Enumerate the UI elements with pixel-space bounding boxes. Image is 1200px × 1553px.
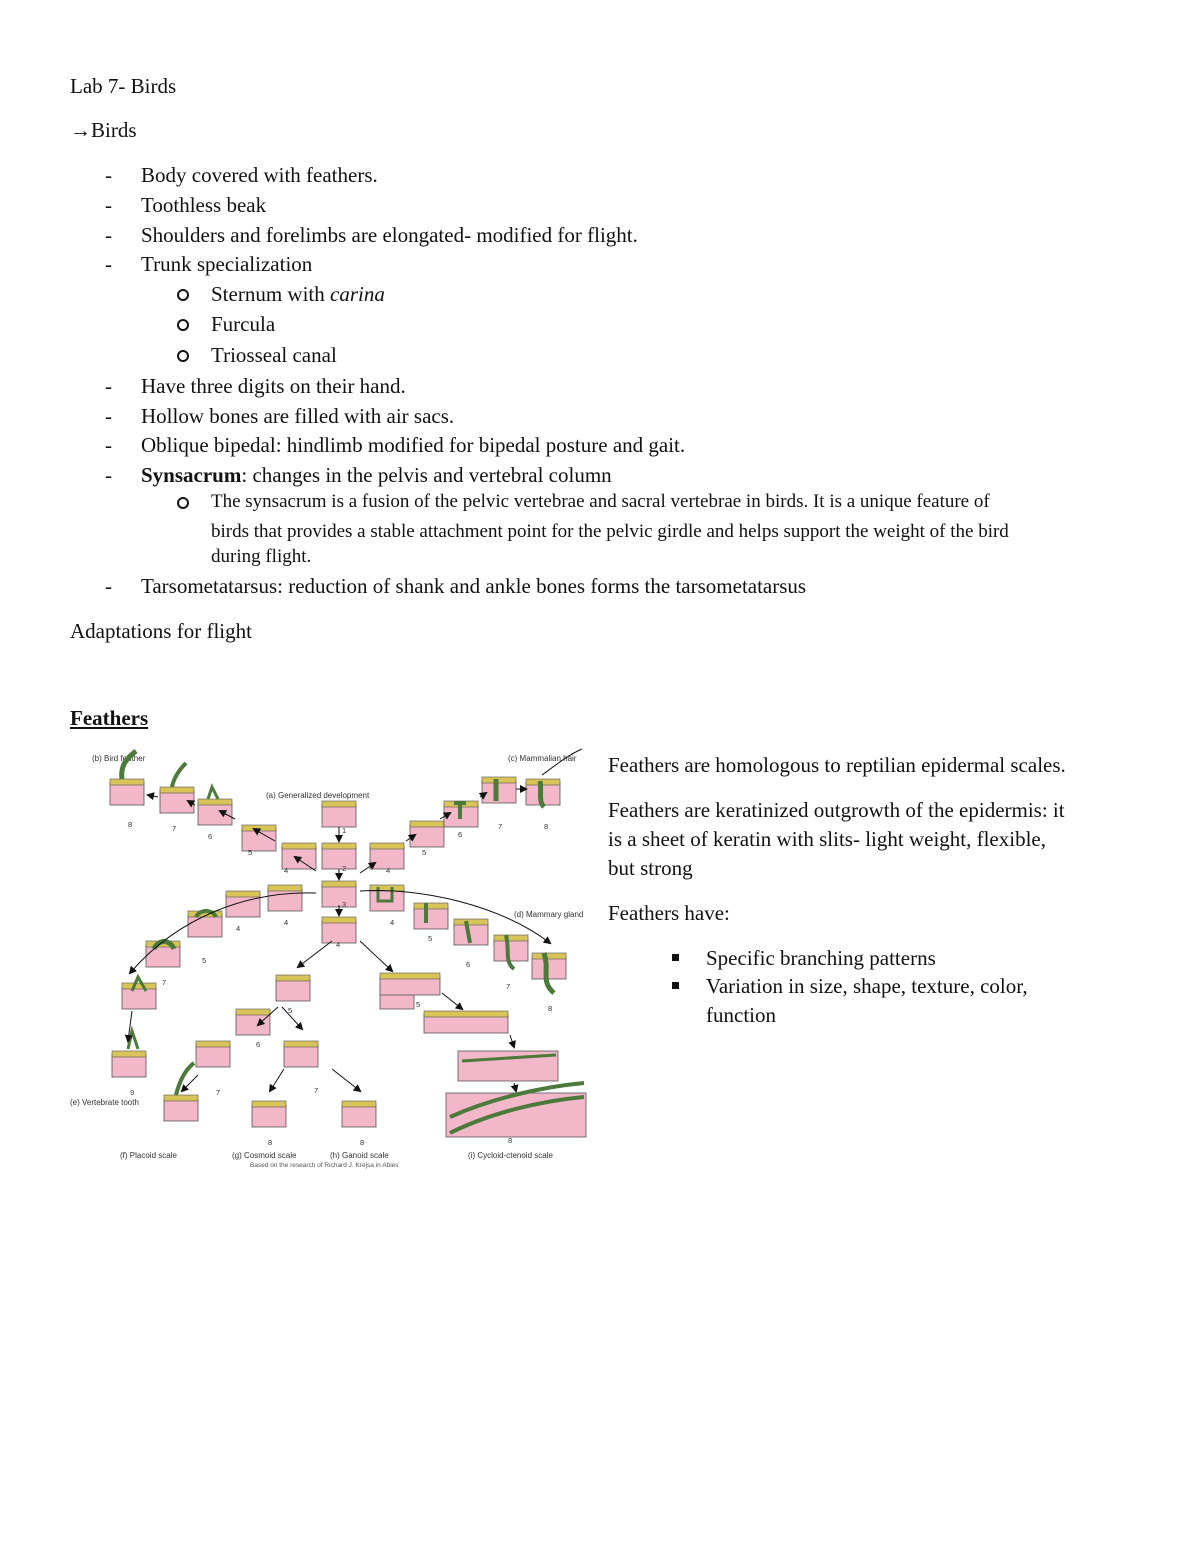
svg-text:1: 1 xyxy=(342,826,347,835)
svg-text:5: 5 xyxy=(416,1000,421,1009)
bullet-item: Tarsometatarsus: reduction of shank and ankle bones forms the tarsometatarsus xyxy=(141,574,807,598)
svg-text:6: 6 xyxy=(208,832,213,841)
feathers-list-item-continued: function xyxy=(706,1003,776,1027)
dash-bullet: - xyxy=(105,404,112,428)
bullet-item: Toothless beak xyxy=(141,193,267,217)
svg-text:8: 8 xyxy=(128,820,133,829)
label-placoid-scale: (f) Placoid scale xyxy=(120,1151,177,1160)
circle-bullet-icon xyxy=(177,319,189,331)
svg-text:6: 6 xyxy=(256,1040,261,1049)
svg-text:5: 5 xyxy=(288,1006,293,1015)
bullet-item: Trunk specialization xyxy=(141,252,313,276)
feathers-paragraph-2-line-1: Feathers are keratinized outgrowth of the epidermis: it xyxy=(608,798,1065,822)
svg-text:9: 9 xyxy=(130,1088,135,1097)
bullet-item: Have three digits on their hand. xyxy=(141,374,406,398)
sub-item-sternum: Sternum with carina xyxy=(211,282,385,306)
label-generalized-development: (a) Generalized development xyxy=(266,791,370,800)
sub-item-triosseal: Triosseal canal xyxy=(211,343,337,367)
dash-bullet: - xyxy=(105,374,112,398)
stage-block xyxy=(322,801,356,827)
bullet-item: Body covered with feathers. xyxy=(141,163,378,187)
sub-item-furcula: Furcula xyxy=(211,312,276,336)
dash-bullet: - xyxy=(105,223,112,247)
dash-bullet: - xyxy=(105,574,112,598)
synsacrum-detail-line-3: during flight. xyxy=(211,546,312,567)
label-cycloid-ctenoid-scale: (i) Cycloid-ctenoid scale xyxy=(468,1151,553,1160)
svg-text:7: 7 xyxy=(172,824,177,833)
label-ganoid-scale: (h) Ganoid scale xyxy=(330,1151,389,1160)
svg-text:5: 5 xyxy=(248,848,253,857)
svg-text:8: 8 xyxy=(268,1138,273,1147)
svg-text:5: 5 xyxy=(202,956,207,965)
bullet-item: Hollow bones are filled with air sacs. xyxy=(141,404,455,428)
label-mammary-gland: (d) Mammary gland xyxy=(514,910,584,919)
feathers-heading: Feathers xyxy=(70,706,149,730)
svg-text:4: 4 xyxy=(386,866,391,875)
synsacrum-detail-line-2: birds that provides a stable attachment point for the pelvic girdle and helps support the weight of the bird xyxy=(211,521,1009,542)
svg-text:7: 7 xyxy=(216,1088,221,1097)
svg-text:7: 7 xyxy=(506,982,511,991)
dash-bullet: - xyxy=(105,193,112,217)
label-cosmoid-scale: (g) Cosmoid scale xyxy=(232,1151,297,1160)
svg-text:8: 8 xyxy=(508,1136,513,1145)
circle-bullet-icon xyxy=(177,289,189,301)
label-mammalian-hair: (c) Mammalian hair xyxy=(508,754,577,763)
svg-text:6: 6 xyxy=(458,830,463,839)
dash-bullet: - xyxy=(105,252,112,276)
doc-title: Lab 7- Birds xyxy=(70,74,177,98)
svg-text:5: 5 xyxy=(422,848,427,857)
figure-credit: Based on the research of Richard J. Krejsa in Abies xyxy=(250,1162,399,1169)
adaptations-heading: Adaptations for flight xyxy=(70,619,252,643)
square-bullet-icon xyxy=(672,982,679,989)
circle-bullet-icon xyxy=(177,497,189,509)
circle-bullet-icon xyxy=(177,350,189,362)
svg-text:5: 5 xyxy=(428,934,433,943)
synsacrum-detail-line-1: The synsacrum is a fusion of the pelvic vertebrae and sacral vertebrae in birds. It is a unique feature of xyxy=(211,491,990,512)
svg-text:7: 7 xyxy=(498,822,503,831)
stage-block xyxy=(322,881,356,907)
skin-derivatives-figure xyxy=(70,745,592,1170)
svg-text:8: 8 xyxy=(548,1004,553,1013)
feathers-list-item: Specific branching patterns xyxy=(706,946,936,970)
label-bird-feather: (b) Bird feather xyxy=(92,754,146,763)
label-vertebrate-tooth: (e) Vertebrate tooth xyxy=(70,1098,139,1107)
svg-text:4: 4 xyxy=(236,924,241,933)
square-bullet-icon xyxy=(672,954,679,961)
svg-text:4: 4 xyxy=(390,918,395,927)
birds-heading: →Birds xyxy=(70,118,137,142)
bullet-item: Shoulders and forelimbs are elongated- modified for flight. xyxy=(141,223,638,247)
feathers-paragraph-1: Feathers are homologous to reptilian epidermal scales. xyxy=(608,753,1066,777)
feathers-list-item: Variation in size, shape, texture, color, xyxy=(706,974,1028,998)
svg-text:4: 4 xyxy=(284,918,289,927)
stage-block xyxy=(322,843,356,869)
svg-text:7: 7 xyxy=(314,1086,319,1095)
bullet-item: Oblique bipedal: hindlimb modified for bipedal posture and gait. xyxy=(141,433,686,457)
svg-text:2: 2 xyxy=(342,864,347,873)
feathers-paragraph-3: Feathers have: xyxy=(608,901,730,925)
feathers-paragraph-2-line-2: is a sheet of keratin with slits- light weight, flexible, xyxy=(608,827,1046,851)
dash-bullet: - xyxy=(105,163,112,187)
svg-text:4: 4 xyxy=(336,940,341,949)
dash-bullet: - xyxy=(105,463,112,487)
dash-bullet: - xyxy=(105,433,112,457)
bullet-synsacrum: Synsacrum: changes in the pelvis and vertebral column xyxy=(141,463,612,487)
svg-text:4: 4 xyxy=(284,866,289,875)
svg-text:8: 8 xyxy=(544,822,549,831)
svg-text:6: 6 xyxy=(466,960,471,969)
svg-text:3: 3 xyxy=(342,900,347,909)
svg-text:7: 7 xyxy=(162,978,167,987)
svg-text:8: 8 xyxy=(360,1138,365,1147)
feathers-paragraph-2-line-3: but strong xyxy=(608,856,693,880)
